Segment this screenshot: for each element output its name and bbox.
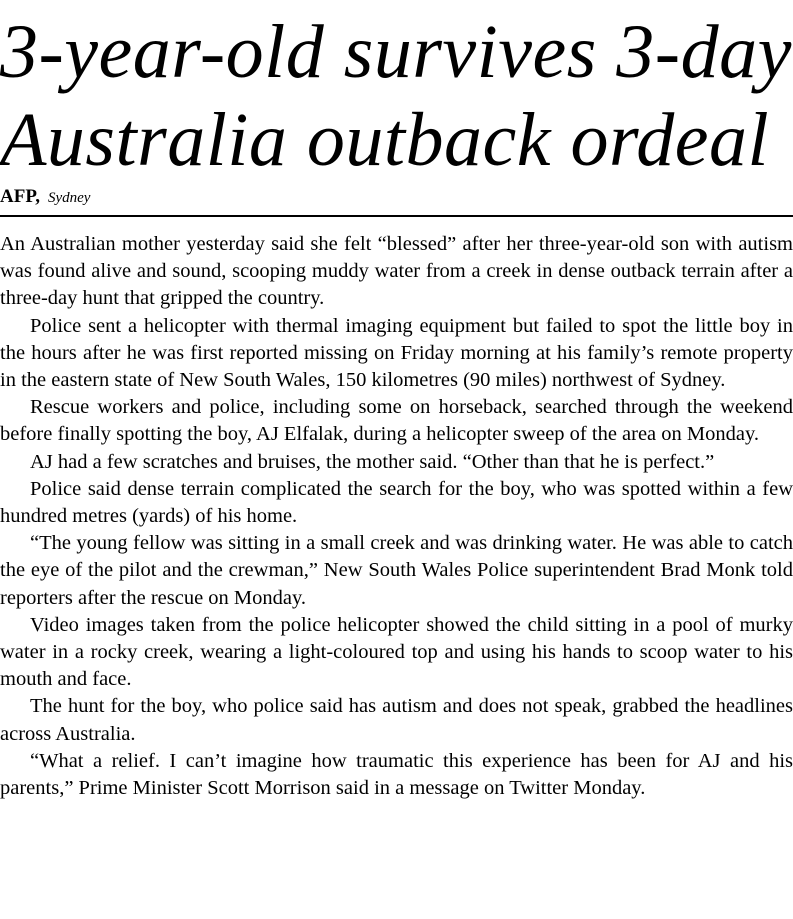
paragraph: Rescue workers and police, including some on horseback, searched through the weekend before finally spotting the boy, AJ Elfalak, during a helicopter sweep of the area on Monday.: [0, 396, 793, 446]
byline-agency: AFP,: [0, 186, 40, 207]
paragraph: AJ had a few scratches and bruises, the mother said. “Other than that he is perfect.”: [30, 450, 715, 473]
paragraph: “What a relief. I can’t imagine how traumatic this experience has been for AJ and his parents,” Prime Minister Scott Morrison said in a message on Twitter Monday.: [0, 749, 793, 800]
byline-city: Sydney: [47, 190, 91, 206]
headline-line-1: 3-year-old survives 3-day: [0, 10, 792, 94]
paragraph: “The young fellow was sitting in a small creek and was drinking water. He was able to catch the eye of the pilot and the crewman,” New South Wales Police superintendent Brad Monk told reporters after the rescue on Monday.: [0, 532, 793, 609]
paragraph: Police said dense terrain complicated the search for the boy, who was spotted within a few hundred metres (yards) of his home.: [0, 477, 793, 528]
paragraph: Police sent a helicopter with thermal imaging equipment but failed to spot the little boy in the hours after he was first reported missing on Friday morning at his family’s remote property in the eastern state of New South Wales, 150 kilometres (90 miles) northwest of Sydney.: [0, 314, 793, 392]
byline: [0, 183, 90, 211]
headline: [0, 8, 793, 184]
paragraph: Video images taken from the police helicopter showed the child sitting in a pool of murky water in a rocky creek, wearing a light-coloured top and using his hands to scoop water to his mouth and face.: [0, 613, 793, 691]
header-divider: [0, 215, 793, 217]
paragraph: An Australian mother yesterday said she felt “blessed” after her three-year-old son with autism was found alive and sound, scooping muddy water from a creek in dense outback terrain after a three-day hunt that gripped the country.: [0, 233, 793, 310]
headline-line-2: Australia outback ordeal: [0, 98, 770, 182]
paragraph: The hunt for the boy, who police said has autism and does not speak, grabbed the headlines across Australia.: [0, 695, 793, 745]
article-body: [0, 231, 793, 802]
